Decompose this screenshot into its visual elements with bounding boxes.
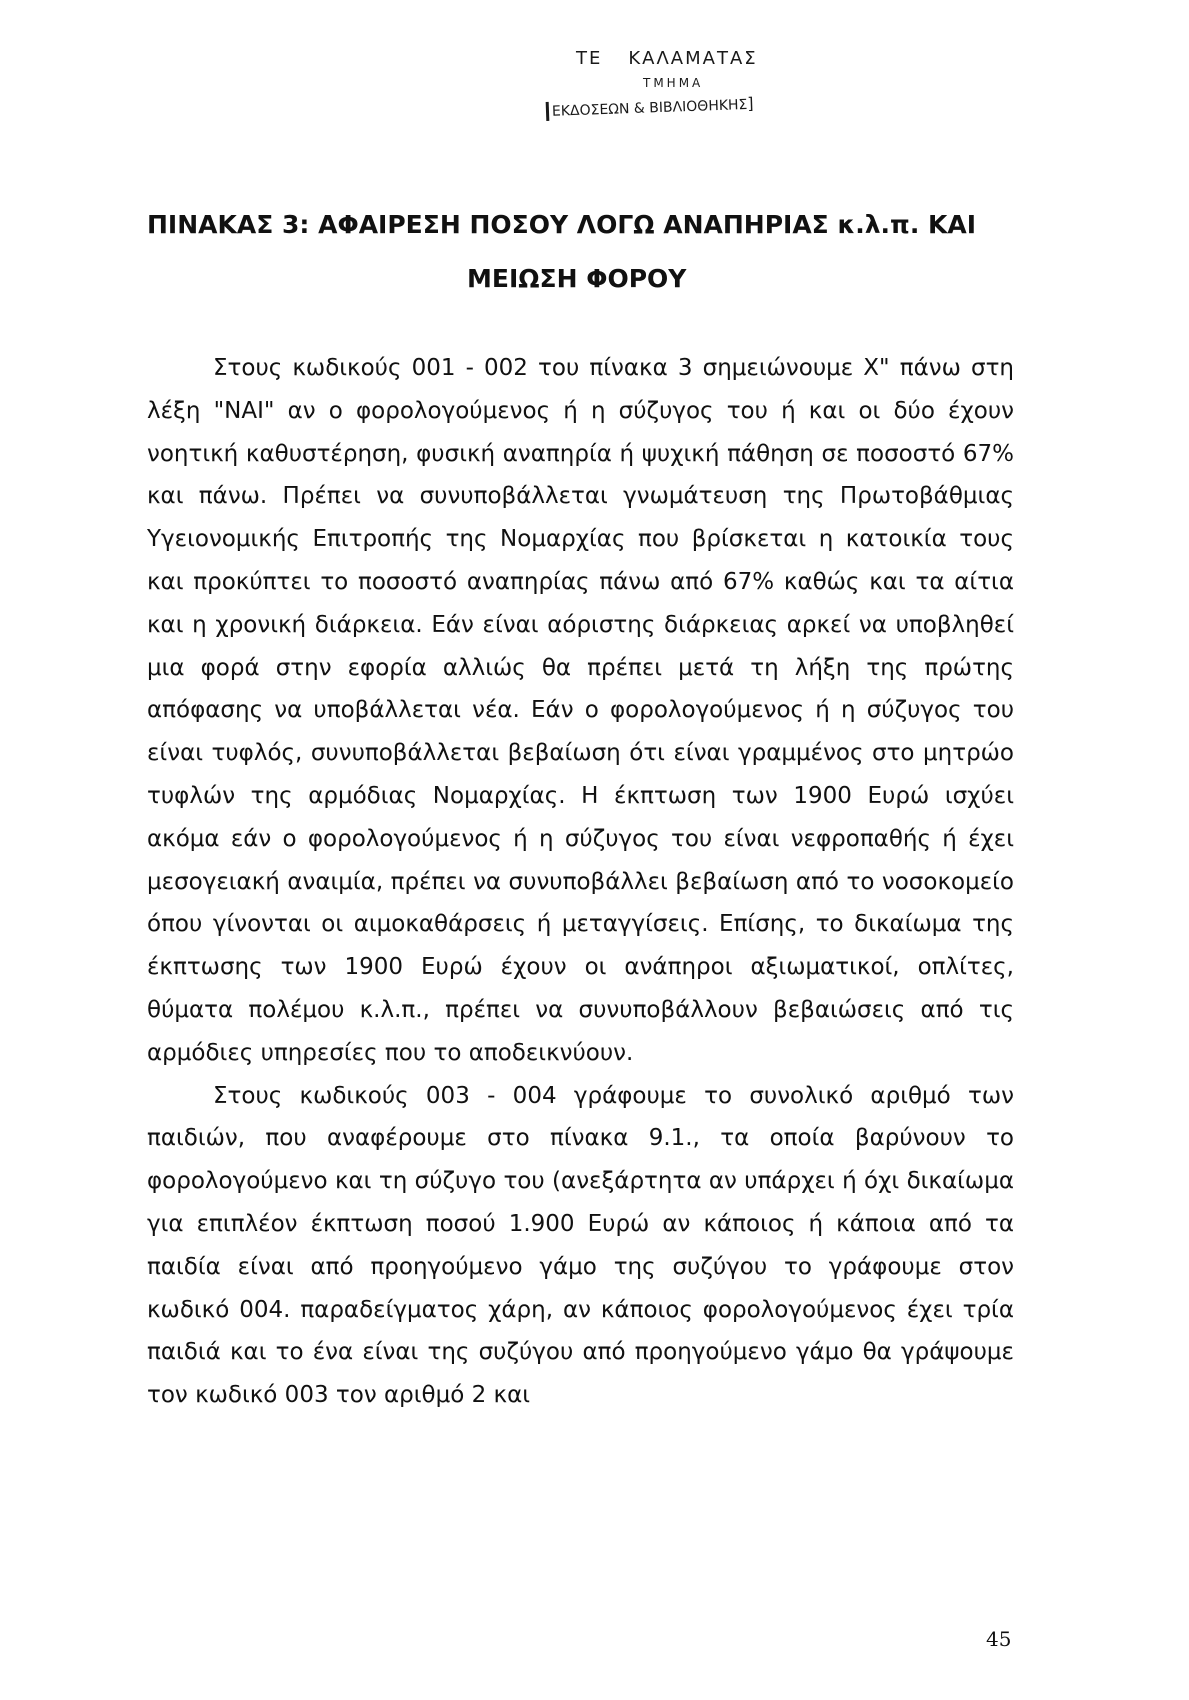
stamp-office: ΕΚΔΟΣΕΩΝ & ΒΙΒΛΙΟΘΗΚΗΣ xyxy=(551,96,748,120)
heading-line-1: ΠΙΝΑΚΑΣ 3: ΑΦΑΙΡΕΣΗ ΠΟΣΟΥ ΛΟΓΩ ΑΝΑΠΗΡΙΑΣ κ.λ.π. ΚΑΙ xyxy=(147,210,977,239)
stamp-dept: ΤΜΗΜΑ xyxy=(643,76,704,90)
stamp-city: ΚΑΛΑΜΑΤΑΣ xyxy=(628,48,758,69)
heading-line-2: ΜΕΙΩΣΗ ΦΟΡΟΥ xyxy=(467,264,687,293)
paragraph-codes-003-004: Στους κωδικούς 003 - 004 γράφουμε το συνολικό αριθμό των παιδιών, που αναφέρουμε στο πίνακα 9.1., τα οποία βαρύνουν το φορολογούμενο και τη σύζυγο του (ανεξάρτητα αν υπάρχει ή όχι δικαίωμα για επιπλέον έκπτωση ποσού 1.900 Ευρώ αν κάποιος ή κάποια από τα παιδία είναι από προηγούμενο γάμο της συζύγου το γράφουμε στον κωδικό 004. παραδείγματος χάρη, αν κάποιος φορολογούμενος έχει τρία παιδιά και το ένα είναι της συζύγου από προηγούμενο γάμο θα γράψουμε τον κωδικό 003 τον αριθμό 2 και xyxy=(147,1082,1014,1409)
paragraph-codes-001-002: Στους κωδικούς 001 - 002 του πίνακα 3 σημειώνουμε Χ" πάνω στη λέξη "ΝΑΙ" αν ο φορολογούμενος ή η σύζυγος του ή και οι δύο έχουν νοητική καθυστέρηση, φυσική αναπηρία ή ψυχική πάθηση σε ποσοστό 67% και πάνω. Πρέπει να συνυποβάλλεται γνωμάτευση της Πρωτοβάθμιας Υγειονομικής Επιτροπής της Νομαρχίας που βρίσκεται η κατοικία τους και προκύπτει το ποσοστό αναπηρίας πάνω από 67% καθώς και τα αίτια και η χρονική διάρκεια. Εάν είναι αόριστης διάρκειας αρκεί να υποβληθεί μια φορά στην εφορία αλλιώς θα πρέπει μετά τη λήξη της πρώτης απόφασης να υποβάλλεται νέα. Εάν ο φορολογούμενος ή η σύζυγος του είναι τυφλός, συνυποβάλλεται βεβαίωση ότι είναι γραμμένος στο μητρώο τυφλών της αρμόδιας Νομαρχίας. Η έκπτωση των 1900 Ευρώ ισχύει ακόμα εάν ο φορολογούμενος ή η σύζυγος του είναι νεφροπαθής ή έχει μεσογειακή αναιμία, πρέπει να συνυποβάλλει βεβαίωση από το νοσοκομείο όπου γίνονται οι αιμοκαθάρσεις ή μεταγγίσεις. Επίσης, το δικαίωμα της έκπτωσης των 1900 Ευρώ έχουν οι ανάπηροι αξιωματικοί, οπλίτες, θύματα πολέμου κ.λ.π., πρέπει να συνυποβάλλουν βεβαιώσεις από τις αρμόδιες υπηρεσίες που το αποδεικνύουν. xyxy=(147,355,1014,1066)
stamp-bracket: ] xyxy=(746,93,754,113)
stamp-line-institution xyxy=(576,48,758,69)
stamp-te: ΤΕ xyxy=(576,48,603,69)
body-text xyxy=(147,347,1014,1417)
stamp-line-office xyxy=(546,95,754,121)
page-number: 45 xyxy=(986,1627,1012,1651)
